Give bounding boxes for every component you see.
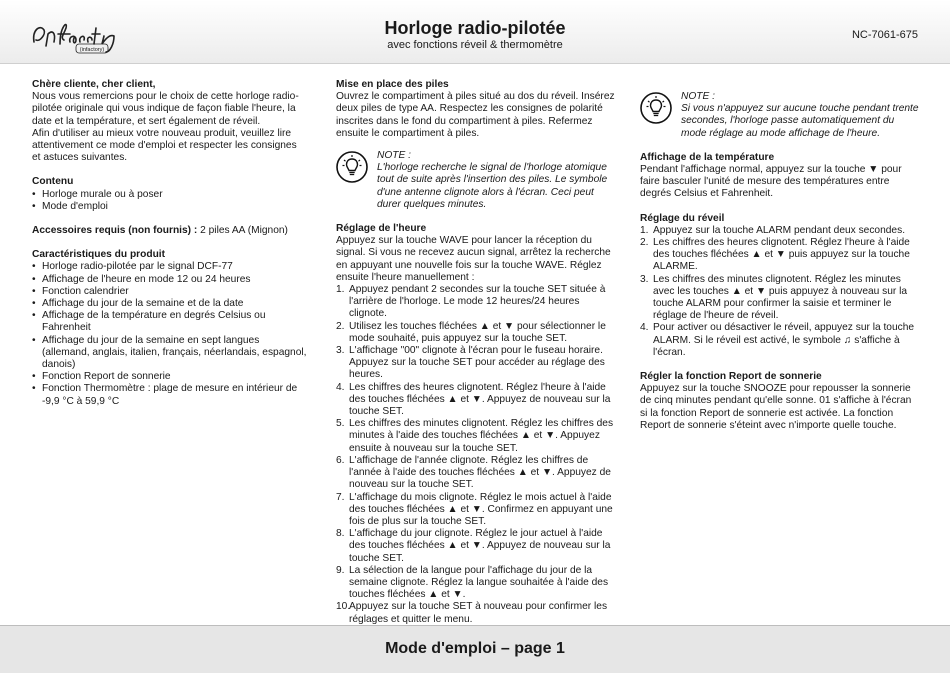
step-number: 4. [336, 381, 345, 393]
caracteristiques-list [32, 261, 307, 407]
list-item [336, 492, 616, 529]
list-item: • Affichage de l'heure en mode 12 ou 24 heures [32, 274, 307, 286]
list-item: • Affichage de la température en degrés Celsius ou Fahrenheit [32, 310, 307, 334]
reglage-heure-intro: Appuyez sur la touche WAVE pour lancer la réception du signal. Si vous ne recevez aucun signal, arrêtez la recherche en appuyant une nouvelle fois sur la touche WAVE. Réglez ensuite l'heure manuellement : [336, 235, 611, 283]
temperature-heading: Affichage de la température [640, 151, 775, 163]
step-number: 2. [336, 320, 345, 332]
list-item: • Fonction Report de sonnerie [32, 371, 307, 383]
list-item [336, 321, 616, 345]
list-item [336, 455, 616, 492]
note-box [336, 150, 616, 211]
step-text: La sélection de la langue pour l'affichage du jour de la semaine clignote. Réglez la langue souhaitée à l'aide des touches fléchées ▲ et ▼. [349, 564, 609, 601]
list-item [336, 601, 616, 625]
page-subtitle: avec fonctions réveil & thermomètre [387, 39, 563, 51]
reglage-heure-steps [336, 284, 616, 626]
list-item [336, 345, 616, 382]
list-item: • Horloge radio-pilotée par le signal DCF-77 [32, 261, 307, 273]
piles-text: Ouvrez le compartiment à piles situé au dos du réveil. Insérez deux piles de type AA. Respectez les consignes de polarité inscrites dans le fond du compartiment à piles. Refermez ensuite le compartiment à piles. [336, 91, 615, 139]
step-text: Les chiffres des heures clignotent. Réglez l'heure à l'aide des touches fléchées ▲ et ▼. Appuyez de nouveau sur la touche SET. [349, 381, 611, 418]
svg-text:(infactory): (infactory) [79, 47, 105, 53]
document-number: NC-7061-675 [851, 29, 918, 41]
greeting: Chère cliente, cher client, [32, 79, 156, 90]
step-text: Appuyez sur la touche ALARM pendant deux secondes. [653, 224, 906, 236]
list-item: • Affichage du jour de la semaine et de la date [32, 298, 307, 310]
step-number: 4. [640, 322, 649, 334]
step-number: 10. [336, 601, 351, 613]
list-item: • Horloge murale ou à poser [32, 189, 307, 201]
step-text: L'affichage du jour clignote. Réglez le jour actuel à l'aide des touches fléchées ▲ et ▼. Appuyez de nouveau sur la touche SET. [349, 528, 611, 564]
column-3 [640, 79, 920, 432]
list-item [336, 284, 616, 321]
reveil-steps [640, 225, 920, 359]
step-number: 7. [336, 491, 345, 503]
note-text: Si vous n'appuyez sur aucune touche pendant trente secondes, l'horloge passe automatiquement du mode réglage au mode affichage de l'heure. [681, 103, 919, 139]
list-item [336, 565, 616, 602]
contenu-heading: Contenu [32, 176, 74, 188]
step-text: Les chiffres des heures clignotent. Réglez l'heure à l'aide des touches fléchées ▲ et ▼ puis appuyez sur la touche ALARME. [653, 237, 910, 273]
step-text: Pour activer ou désactiver le réveil, appuyez sur la touche ALARM. Si le réveil est activé, le symbole ♫ s'affiche à l'écran. [653, 322, 915, 358]
page-footer [0, 625, 950, 673]
list-item: • Fonction Thermomètre : plage de mesure en intérieur de -9,9 °C à 59,9 °C [32, 383, 307, 407]
step-text: Utilisez les touches fléchées ▲ et ▼ pour sélectionner le mode souhaité, puis appuyez sur la touche SET. [349, 320, 606, 344]
column-2 [336, 79, 616, 626]
page-title: Horloge radio-pilotée [384, 18, 566, 38]
step-text: Appuyez pendant 2 secondes sur la touche SET située à l'arrière de l'horloge. Le mode 12 heures/24 heures clignote. [349, 284, 606, 320]
step-number: 3. [336, 345, 345, 357]
step-text: L'affichage du mois clignote. Réglez le mois actuel à l'aide des touches fléchées ▲ et ▼. Confirmez en appuyant une fois de plus sur la touche SET. [349, 491, 613, 527]
contenu-list [32, 189, 307, 213]
step-text: L'affichage de l'année clignote. Réglez les chiffres de l'année à l'aide des touches fléchées ▲ et ▼. Appuyez de nouveau sur la touche SET. [349, 454, 611, 491]
step-number: 1. [640, 224, 649, 236]
step-number: 2. [640, 237, 649, 249]
caracteristiques-heading: Caractéristiques du produit [32, 249, 166, 261]
step-number: 1. [336, 284, 345, 296]
reveil-heading: Réglage du réveil [640, 212, 725, 224]
list-item: • Fonction calendrier [32, 286, 307, 298]
note-label: NOTE : [377, 150, 411, 162]
note-box [640, 91, 920, 140]
list-item [640, 322, 920, 359]
step-number: 8. [336, 528, 345, 540]
list-item [336, 382, 616, 419]
page-header [0, 0, 950, 64]
step-number: 9. [336, 564, 345, 576]
note-text: L'horloge recherche le signal de l'horloge atomique tout de suite après l'insertion des piles. Le symbole d'une antenne clignote alors à l'écran. Ceci peut durer quelques minutes. [377, 162, 608, 210]
list-item [640, 225, 920, 237]
step-text: Les chiffres des minutes clignotent. Réglez les chiffres des minutes à l'aide des touches fléchées ▲ et ▼. Appuyez ensuite à nouveau sur la touche SET. [349, 418, 614, 454]
temperature-text: Pendant l'affichage normal, appuyez sur la touche ▼ pour faire basculer l'unité de mesure des températures entre degrés Celsius et Fahrenheit. [640, 164, 902, 200]
snooze-text: Appuyez sur la touche SNOOZE pour repousser la sonnerie de cinq minutes pendant qu'elle sonne. 01 s'affiche à l'écran si la fonction Report de sonnerie est activée. La fonction Report de sonnerie s'éteint avec n'importe quelle touche. [640, 383, 912, 431]
step-number: 3. [640, 273, 649, 285]
step-text: Les chiffres des minutes clignotent. Réglez les minutes avec les touches ▲ et ▼ puis appuyez à nouveau sur la touche ALARM pour confirmer la saisie et terminer le réglage de l'heure de réveil. [653, 273, 908, 322]
intro-text-2: Afin d'utiliser au mieux votre nouveau produit, veuillez lire attentivement ce mode d'emploi et respecter les consignes et astuces suivantes. [32, 127, 297, 164]
note-label: NOTE : [681, 91, 715, 102]
list-item [640, 237, 920, 274]
step-number: 6. [336, 454, 345, 466]
column-1 [32, 79, 307, 408]
step-number: 5. [336, 418, 345, 430]
snooze-heading: Régler la fonction Report de sonnerie [640, 371, 822, 383]
list-item [640, 274, 920, 323]
accessoires-line [32, 225, 307, 237]
accessoires-value: 2 piles AA (Mignon) [197, 225, 288, 237]
lightbulb-icon [336, 151, 368, 183]
reglage-heure-heading: Réglage de l'heure [336, 223, 427, 235]
list-item [336, 528, 616, 565]
step-text: L'affichage "00" clignote à l'écran pour le fuseau horaire. Appuyez sur la touche SET pour accéder au réglage des heures. [349, 345, 605, 381]
footer-title: Mode d'emploi – page 1 [385, 640, 565, 657]
lightbulb-icon [640, 92, 672, 124]
list-item: • Mode d'emploi [32, 201, 307, 213]
accessoires-label: Accessoires requis (non fournis) : [32, 225, 198, 237]
step-text: Appuyez sur la touche SET à nouveau pour confirmer les réglages et quitter le menu. [349, 601, 608, 625]
intro-text: Nous vous remercions pour le choix de cette horloge radio-pilotée originale qui vous indique de façon fiable l'heure, la date et la température, et sert également de réveil. [32, 91, 299, 127]
piles-heading: Mise en place des piles [336, 79, 449, 90]
list-item: • Affichage du jour de la semaine en sept langues (allemand, anglais, italien, français, néerlandais, espagnol, danois) [32, 335, 307, 372]
list-item [336, 418, 616, 455]
